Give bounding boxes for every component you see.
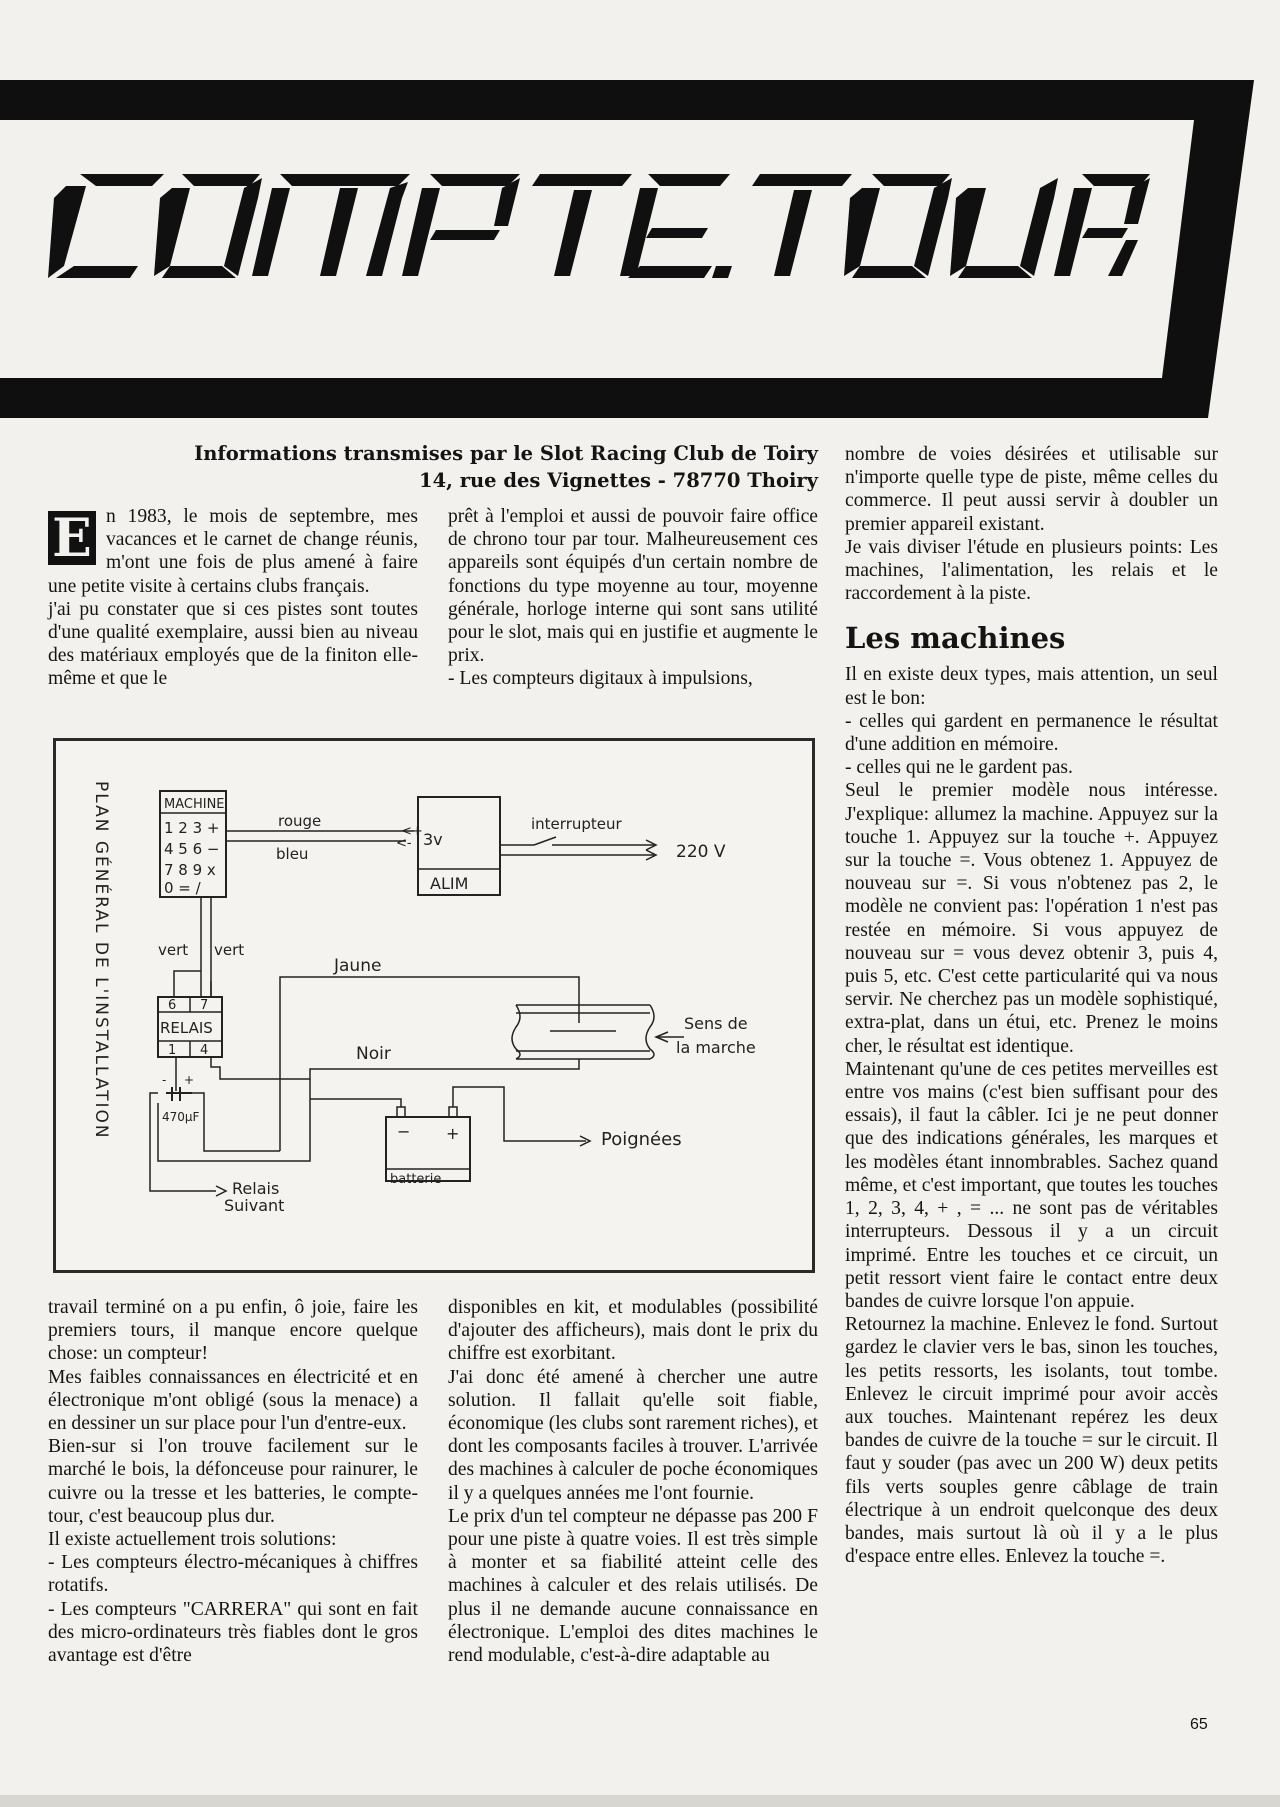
section-heading: Les machines bbox=[845, 621, 1066, 656]
wire-label-vert-left: vert bbox=[158, 941, 189, 959]
column-2-bottom bbox=[448, 1296, 818, 1667]
svg-text:<-: <- bbox=[396, 836, 412, 851]
mains-voltage-label: 220 V bbox=[676, 842, 726, 862]
credit bbox=[150, 440, 818, 494]
paragraph: Je vais diviser l'étude en plusieurs points: Les machines, l'alimentation, les relais et le raccordement à la piste. bbox=[845, 536, 1218, 605]
paragraph: - Les compteurs digitaux à impulsions, bbox=[448, 668, 753, 690]
paragraph: Maintenant qu'une de ces petites merveilles est entre vos mains (c'est bien suffisant pour des essais), il faut la câbler. Ici je ne peut donner que des indications générales, les marques et les modèles étant innombrables. Sachez quand même, et c'est important, que toutes les touches 1, 2, 3, 4, + , = ... ne sont pas de véritables interrupteurs. Dessous il y a un circuit imprimé. Entre les touches et ce circuit, un petit ressort vient faire le contact entre deux bandes de cuivre lorsque l'on appuie. bbox=[845, 1058, 1218, 1312]
paragraph: Bien-sur si l'on trouve facilement sur le marché le bois, la défonceuse pour rainurer, le cuivre ou la tresse et les batteries, le compte-tour, c'est beaucoup plus dur. bbox=[48, 1436, 418, 1527]
next-relay-label-1: Relais bbox=[232, 1179, 280, 1198]
relay-pin-4: 4 bbox=[200, 1043, 209, 1058]
paragraph: prêt à l'emploi et aussi de pouvoir faire office de chrono tour par tour. Malheureusement ces appareils sont équipés d'un certain nombre de fonctions du type moyenne au tour, moyenne générale, horloge interne qui sont sans utilité pour le slot, mais qui en justifie et augmente le prix. bbox=[448, 506, 818, 667]
paragraph: J'ai donc été amené à chercher une autre solution. Il fallait qu'elle soit fiable, économique (les clubs sont rarement riches), et dont les composants faciles à trouver. L'arrivée des machines à calculer de poche économiques il y a quelques années me l'ont fournie. bbox=[448, 1366, 818, 1504]
next-relay-label-2: Suivant bbox=[224, 1196, 285, 1215]
page-number: 65 bbox=[1190, 1716, 1208, 1733]
wire-label-bleu: bleu bbox=[276, 845, 309, 863]
calculator-keys-row-2: 4 5 6 − bbox=[164, 840, 220, 858]
paragraph: disponibles en kit, et modulables (possibilité d'ajouter des afficheurs), mais dont le prix du chiffre est exorbitant. bbox=[448, 1297, 818, 1365]
track-section bbox=[512, 1005, 654, 1059]
calculator-keys-row-4: 0 = / bbox=[164, 879, 201, 897]
column-3 bbox=[845, 443, 1218, 1568]
wiring-diagram bbox=[53, 738, 815, 1273]
paragraph: Il en existe deux types, mais attention, un seul est le bon: bbox=[845, 664, 1218, 709]
calculator-keys-row-1: 1 2 3 + bbox=[164, 819, 220, 837]
svg-text:−: − bbox=[397, 1122, 411, 1141]
relay-pin-6: 6 bbox=[168, 998, 177, 1013]
page-edge bbox=[0, 1795, 1280, 1807]
svg-text:+: + bbox=[184, 1073, 195, 1087]
wire-label-rouge: rouge bbox=[278, 812, 322, 830]
power-supply-label: ALIM bbox=[430, 874, 469, 893]
controllers-label: Poignées bbox=[601, 1129, 682, 1150]
svg-text:+: + bbox=[446, 1124, 460, 1143]
wire-label-jaune: Jaune bbox=[334, 956, 382, 976]
wire-label-vert-right: vert bbox=[214, 941, 245, 959]
paragraph: Mes faibles connaissances en électricité et en électronique m'ont obligé (sous la menace) a en dessiner un sur place pour l'un d'entre-eux. bbox=[48, 1366, 418, 1435]
paragraph: - celles qui ne le gardent pas. bbox=[845, 757, 1073, 779]
relay-pin-7: 7 bbox=[200, 998, 209, 1013]
paragraph: n 1983, le mois de septembre, mes vacances et le carnet de change réunis, m'ont une fois de plus amené à faire une petite visite à certains clubs français. bbox=[48, 506, 418, 597]
paragraph: nombre de voies désirées et utilisable sur n'importe quelle type de piste, même celles du commerce. Il peut aussi servir à doubler un premier appareil existant. bbox=[845, 444, 1218, 535]
relay-label: RELAIS bbox=[160, 1019, 213, 1037]
paragraph: Il existe actuellement trois solutions: bbox=[48, 1529, 337, 1551]
direction-label-1: Sens de bbox=[684, 1014, 748, 1033]
relay-pin-1: 1 bbox=[168, 1043, 177, 1058]
credit-line-1: Informations transmises par le Slot Racing Club de Toiry bbox=[194, 442, 818, 465]
paragraph: - Les compteurs "CARRERA" qui sont en fait des micro-ordinateurs très fiables dont le gros avantage est d'être bbox=[48, 1598, 418, 1667]
power-supply-voltage: 3v bbox=[423, 830, 443, 849]
dropcap: E bbox=[48, 511, 96, 565]
credit-line-2: 14, rue des Vignettes - 78770 Thoiry bbox=[419, 469, 818, 492]
battery-label: batterie bbox=[390, 1172, 442, 1187]
paragraph: Le prix d'un tel compteur ne dépasse pas 200 F pour une piste à quatre voies. Il est très simple à monter et sa fiabilité atteint celle des machines à calculer et des relais utilisés. De plus il ne demande aucune connaissance en électronique. L'emploi des dites machines le rend modulable, c'est-à-dire adaptable au bbox=[448, 1505, 818, 1667]
capacitor-label: 470µF bbox=[162, 1110, 200, 1124]
paragraph: - celles qui gardent en permanence le résultat d'une addition en mémoire. bbox=[845, 710, 1218, 756]
paragraph: Seul le premier modèle nous intéresse. J'explique: allumez la machine. Appuyez sur la touche 1. Appuyez sur la touche +. Appuyez sur la touche =. Vous obtenez 1. Appuyez de nouveau sur =. Si vous n'obtenez pas 2, le modèle ne convient pas: l'opération 1 n'est pas restée en mémoire. Si vous appuyez de nouveau sur = vous devez obtenir 3, puis 4, puis 5, etc. C'est cette particularité qui va nous servir. Ne cherchez pas un modèle sophistiqué, extra-plat, dans un étui, etc. Prenez le moins cher, le résultat est identique. bbox=[845, 780, 1218, 1057]
calculator-label: MACHINE bbox=[164, 797, 225, 812]
paragraph: - Les compteurs électro-mécaniques à chiffres rotatifs. bbox=[48, 1552, 418, 1597]
paragraph: travail terminé on a pu enfin, ô joie, faire les premiers tours, il manque encore quelque chose: un compteur! bbox=[48, 1297, 418, 1365]
column-1-bottom bbox=[48, 1296, 418, 1667]
title-banner bbox=[0, 78, 1280, 423]
direction-label-2: la marche bbox=[676, 1038, 756, 1057]
wire-label-noir: Noir bbox=[356, 1044, 391, 1064]
calculator-keys-row-3: 7 8 9 x bbox=[164, 861, 216, 879]
paragraph: Retournez la machine. Enlevez le fond. Surtout gardez le clavier vers le bas, sinon les touches, les petits ressorts, les isolants, tout tombe. Enlevez le circuit imprimé pour avoir accès aux touches. Maintenant repérez les deux bandes de cuivre de la touche = sur le circuit. Il faut y souder (pas avec un 200 W) deux petits fils verts souples genre câblage de train électrique à un endroit quelconque des deux bandes, mais surtout là où il y a le plus d'espace entre elles. Enlevez la touche =. bbox=[845, 1314, 1218, 1568]
switch-label: interrupteur bbox=[531, 815, 622, 833]
column-1-top bbox=[48, 505, 418, 691]
paragraph: j'ai pu constater que si ces pistes sont toutes d'une qualité exemplaire, aussi bien au niveau des matériaux employés que de la finiton elle-même et que le bbox=[48, 598, 418, 690]
title-logo bbox=[48, 174, 1150, 278]
diagram-vertical-title: PLAN GÉNÉRAL DE L'INSTALLATION bbox=[91, 781, 111, 1140]
column-2-top bbox=[448, 505, 818, 691]
svg-text:<+: <+ bbox=[401, 824, 423, 839]
svg-text:-: - bbox=[162, 1073, 167, 1087]
